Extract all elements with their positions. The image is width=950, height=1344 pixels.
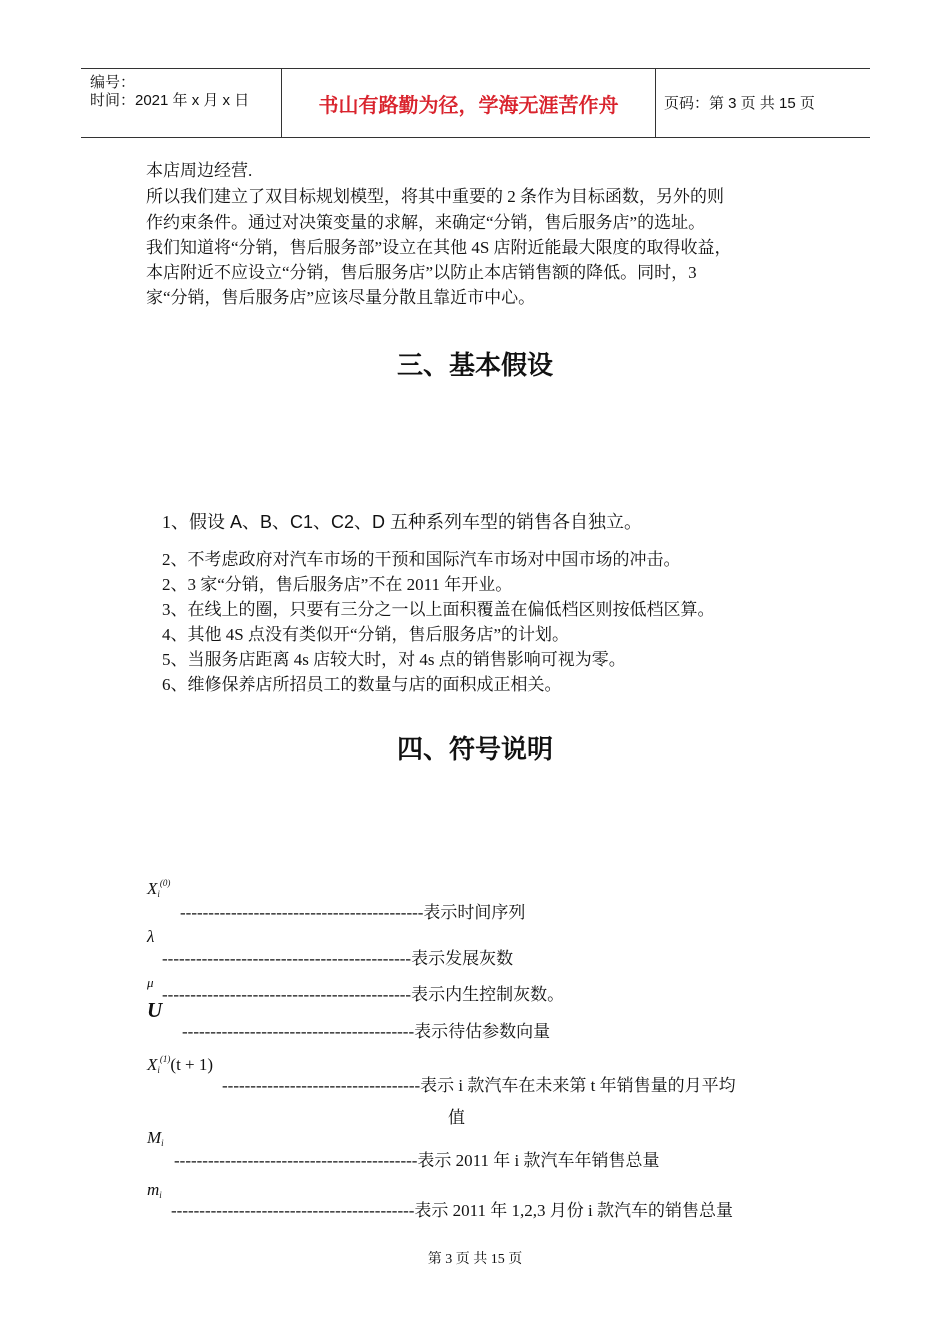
assumption-item-1-number: 1、 — [162, 512, 189, 532]
header-meta-cell — [81, 69, 281, 137]
intro-line-4: 我们知道将“分销，售后服务部”设立在其他 4S 店附近能最大限度的取得收益， — [146, 238, 732, 257]
definition-parameter-vector: -----------------------------------------表示待估参数向量 — [182, 1022, 551, 1041]
assumption-item-2: 2、不考虑政府对汽车市场的干预和国际汽车市场对中国市场的冲击。 — [162, 550, 681, 569]
header-page-cell — [655, 69, 870, 137]
intro-line-3: 作约束条件。通过对决策变量的求解，来确定“分销，售后服务店”的选址。 — [146, 213, 706, 232]
header-motto-cell — [281, 69, 656, 137]
symbol-M-i: $M_i$ — [147, 1128, 164, 1148]
intro-line-5: 本店附近不应设立“分销，售后服务店”以防止本店销售额的降低。同时，3 — [146, 263, 697, 282]
definition-time-series: -------------------------------------------表示时间序列 — [180, 903, 526, 922]
assumption-item-7: 6、维修保养店所招员工的数量与店的面积成正相关。 — [162, 675, 562, 694]
assumption-item-5: 4、其他 4S 点没有类似开“分销，售后服务店”的计划。 — [162, 625, 570, 644]
symbol-x-i-0: $X_i^{(0)}$ — [147, 878, 171, 899]
section-4-heading: 四、符号说明 — [396, 735, 553, 765]
assumption-item-3: 2、3 家“分销，售后服务店”不在 2011 年开业。 — [162, 575, 513, 594]
document-number-label: 编号： — [90, 74, 136, 91]
assumption-item-1-text: 假设 A、B、C1、C2、D 五种系列车型的销售各自独立。 — [189, 512, 643, 532]
header-motto: 书山有路勤为径，学海无涯苦作舟 — [318, 93, 619, 117]
symbol-mu: μ — [147, 975, 154, 990]
intro-line-2: 所以我们建立了双目标规划模型，将其中重要的 2 条作为目标函数，另外的则 — [146, 187, 724, 206]
page-header — [81, 68, 870, 138]
definition-monthly-average: -----------------------------------表示 i 款汽车在未来第 t 年销售量的月平均 — [222, 1076, 736, 1095]
symbol-lambda: λ — [147, 927, 155, 946]
section-3-heading: 三、基本假设 — [396, 351, 553, 381]
header-page-number: 页码：第 3 页 共 15 页 — [664, 95, 815, 112]
symbol-u: U — [147, 998, 163, 1022]
definition-q1-sales: -------------------------------------------表示 2011 年 1,2,3 月份 i 款汽车的销售总量 — [171, 1201, 734, 1220]
definition-development-grey: --------------------------------------------表示发展灰数 — [162, 949, 514, 968]
document-time-label: 时间：2021 年 x 月 x 日 — [90, 92, 250, 109]
symbol-m-i: $m_i$ — [147, 1180, 162, 1200]
definition-endogenous-control: --------------------------------------------表示内生控制灰数。 — [162, 985, 565, 1004]
assumption-item-6: 5、当服务店距离 4s 店较大时，对 4s 点的销售影响可视为零。 — [162, 650, 626, 669]
definition-annual-sales: -------------------------------------------表示 2011 年 i 款汽车年销售总量 — [174, 1151, 660, 1170]
page-footer: 第 3 页 共 15 页 — [427, 1252, 523, 1267]
assumption-item-1 — [162, 508, 642, 534]
symbol-x-i-1: $X_i^{(1)}(t + 1)$ — [147, 1054, 214, 1075]
assumption-item-4: 3、在线上的圈，只要有三分之一以上面积覆盖在偏低档区则按低档区算。 — [162, 600, 715, 619]
intro-line-6: 家“分销，售后服务店”应该尽量分散且靠近市中心。 — [146, 288, 536, 307]
definition-monthly-average-cont: 值 — [448, 1108, 465, 1127]
intro-line-1: 本店周边经营. — [146, 161, 253, 180]
